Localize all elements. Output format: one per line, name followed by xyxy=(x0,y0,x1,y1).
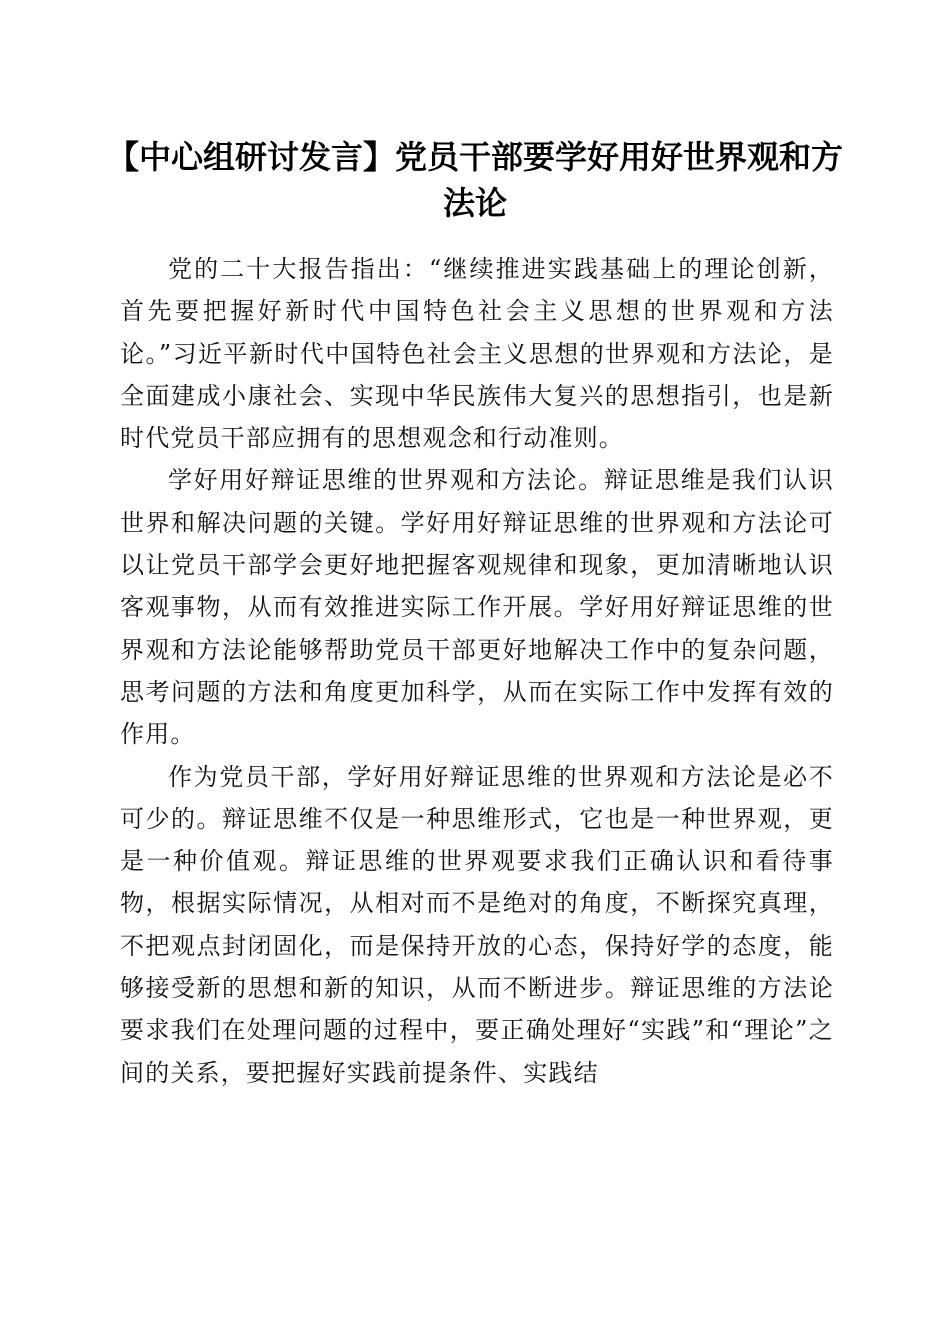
paragraph-1: 党的二十大报告指出：“继续推进实践基础上的理论创新，首先要把握好新时代中国特色社会主义思想的世界观和方法论。”习近平新时代中国特色社会主义思想的世界观和方法论，是全面建成小康社会、实现中华民族伟大复兴的思想指引，也是新时代党员干部应拥有的思想观念和行动准则。 xyxy=(120,255,834,453)
paragraph-3: 作为党员干部，学好用好辩证思维的世界观和方法论是必不可少的。辩证思维不仅是一种思维形式，它也是一种世界观，更是一种价值观。辩证思维的世界观要求我们正确认识和看待事物，根据实际情况，从相对而不是绝对的角度，不断探究真理，不把观点封闭固化，而是保持开放的心态，保持好学的态度，能够接受新的思想和新的知识，从而不断进步。辩证思维的方法论要求我们在处理问题的过程中，要正确处理好“实践”和“理论”之间的关系，要把握好实践前提条件、实践结 xyxy=(120,762,834,1087)
paragraph-2: 学好用好辩证思维的世界观和方法论。辩证思维是我们认识世界和解决问题的关键。学好用好辩证思维的世界观和方法论可以让党员干部学会更好地把握客观规律和现象，更加清晰地认识客观事物，从而有效推进实际工作开展。学好用好辩证思维的世界观和方法论能够帮助党员干部更好地解决工作中的复杂问题，思考问题的方法和角度更加科学，从而在实际工作中发挥有效的作用。 xyxy=(120,466,834,749)
document-title: 【中心组研讨发言】党员干部要学好用好世界观和方法论 xyxy=(106,138,843,222)
document-body xyxy=(120,248,834,1094)
